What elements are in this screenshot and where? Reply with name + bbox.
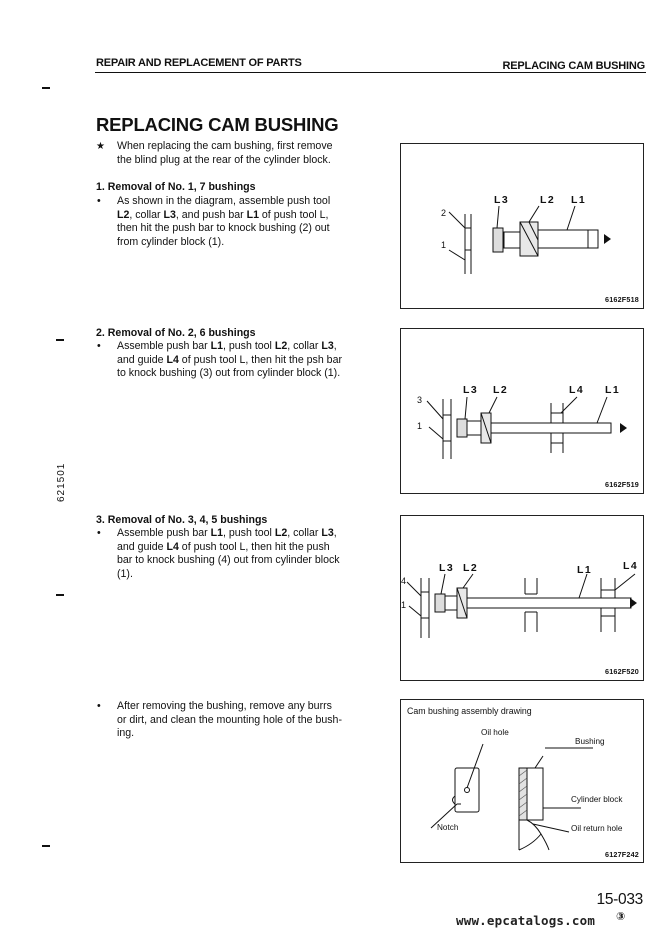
note-line: When replacing the cam bushing, first remove <box>117 140 333 152</box>
figure-code: 6162F519 <box>605 480 639 489</box>
figure-label: L1 <box>571 194 587 206</box>
body-line: and guide L4 of push tool L, then hit the psh bar <box>117 353 342 366</box>
page-number: 15-033 <box>596 891 643 908</box>
header-section-title: REPAIR AND REPLACEMENT OF PARTS <box>96 57 302 69</box>
header-rule <box>95 72 646 73</box>
bullet-icon: • <box>97 340 101 352</box>
section-body-1 <box>97 195 387 249</box>
bullet-icon: • <box>97 195 101 207</box>
figure-3 <box>400 515 644 681</box>
figure-code: 6162F518 <box>605 295 639 304</box>
watermark-sup: ③ <box>616 911 626 923</box>
figure-label: L3 <box>494 194 510 206</box>
section-body-3 <box>97 527 387 581</box>
intro-note <box>96 140 387 167</box>
margin-mark <box>42 87 50 89</box>
body-line: Assemble push bar L1, push tool L2, collar L3, <box>117 527 337 539</box>
figure-number: 3 <box>417 395 423 405</box>
figure-number: 1 <box>401 600 407 610</box>
figure-label: L3 <box>463 384 479 396</box>
figure-label: L4 <box>569 384 585 396</box>
figure-label: L3 <box>439 562 455 574</box>
callout-bushing: Bushing <box>575 737 605 746</box>
body-line: ing. <box>117 727 135 740</box>
body-line: After removing the bushing, remove any burrs <box>117 700 332 712</box>
callout-oil-hole: Oil hole <box>481 728 509 737</box>
callout-oil-return-hole: Oil return hole <box>571 824 623 833</box>
body-line: from cylinder block (1). <box>117 235 225 248</box>
page-title: REPLACING CAM BUSHING <box>96 114 339 135</box>
header-topic-title: REPLACING CAM BUSHING <box>502 60 645 72</box>
figure-number: 2 <box>441 208 447 218</box>
body-line: L2, collar L3, and push bar L1 of push tool L, <box>117 208 329 221</box>
figure-2-diagram <box>401 329 643 493</box>
figure-3-diagram <box>401 516 643 680</box>
section-heading-3: 3. Removal of No. 3, 4, 5 bushings <box>96 514 268 526</box>
body-line: (1). <box>117 567 133 580</box>
section-heading-1: 1. Removal of No. 1, 7 bushings <box>96 181 256 193</box>
star-icon: ★ <box>96 141 105 152</box>
note-line: the blind plug at the rear of the cylinder block. <box>117 153 331 166</box>
figure-4-diagram <box>401 700 643 862</box>
margin-mark <box>56 594 64 596</box>
figure-4 <box>400 699 644 863</box>
body-line: to knock bushing (3) out from cylinder block (1). <box>117 367 341 380</box>
figure-code: 6162F520 <box>605 667 639 676</box>
figure-label: L4 <box>623 560 639 572</box>
section-heading-2: 2. Removal of No. 2, 6 bushings <box>96 327 256 339</box>
figure-label: L2 <box>540 194 556 206</box>
final-note <box>97 700 387 741</box>
bullet-icon: • <box>97 527 101 539</box>
side-code: 621501 <box>56 462 67 502</box>
figure-1-diagram <box>401 144 643 308</box>
callout-notch: Notch <box>437 823 459 832</box>
body-line: or dirt, and clean the mounting hole of the bush- <box>117 713 342 726</box>
figure-label: L2 <box>463 562 479 574</box>
bullet-icon: • <box>97 700 101 712</box>
figure-label: L2 <box>493 384 509 396</box>
body-line: Assemble push bar L1, push tool L2, collar L3, <box>117 340 337 352</box>
body-line: bar to knock bushing (4) out from cylinder block <box>117 554 340 567</box>
body-line: As shown in the diagram, assemble push tool <box>117 195 331 207</box>
callout-cylinder-block: Cylinder block <box>571 795 623 804</box>
figure-label: L1 <box>577 564 593 576</box>
figure-caption: Cam bushing assembly drawing <box>407 706 532 716</box>
body-line: then hit the push bar to knock bushing (2) out <box>117 222 330 235</box>
section-body-2 <box>97 340 387 381</box>
figure-label: L1 <box>605 384 621 396</box>
figure-number: 1 <box>441 240 447 250</box>
margin-mark <box>42 845 50 847</box>
figure-code: 6127F242 <box>605 850 639 859</box>
figure-number: 1 <box>417 421 423 431</box>
margin-mark <box>56 339 64 341</box>
figure-2 <box>400 328 644 494</box>
body-line: and guide L4 of push tool L, then hit the push <box>117 540 330 553</box>
watermark-site: www.epcatalogs.com <box>456 913 596 928</box>
figure-number: 4 <box>401 576 407 586</box>
figure-1 <box>400 143 644 309</box>
